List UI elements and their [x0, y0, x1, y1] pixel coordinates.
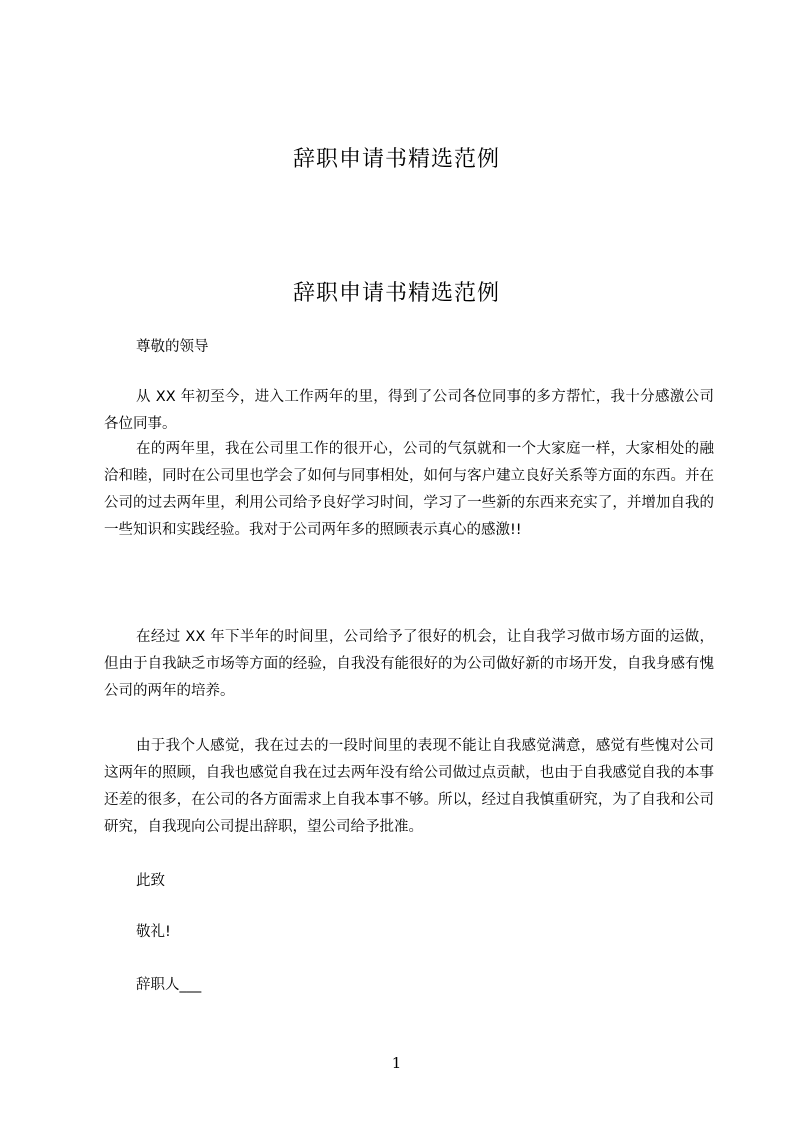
paragraph-1: 从 XX 年初至今，进入工作两年的里，得到了公司各位同事的多方帮忙，我十分感激公司各位同事。 — [104, 389, 714, 432]
document-title-main: 辞职申请书精选范例 — [292, 281, 500, 306]
document-title-top: 辞职申请书精选范例 — [292, 147, 500, 172]
closing-line-1: 此致 — [136, 873, 165, 889]
paragraph-4: 由于我个人感觉，我在过去的一段时间里的表现不能让自我感觉满意，感觉有些愧对公司这两年的照顾，自我也感觉自我在过去两年没有给公司做过点贡献，也由于自我感觉自我的本事还差的很多，在公司的各方面需求上自我本事不够。所以，经过自我慎重研究，为了自我和公司研究，自我现向公司提出辞职，望公司给予批准。 — [104, 738, 714, 835]
closing-line-2: 敬礼! — [136, 924, 171, 940]
salutation: 尊敬的领导 — [136, 339, 209, 355]
page-number: 1 — [391, 1054, 402, 1072]
paragraph-2: 在的两年里，我在公司里工作的很开心，公司的气氛就和一个大家庭一样，大家相处的融洽和睦，同时在公司里也学会了如何与同事相处，如何与客户建立良好关系等方面的东西。并在公司的过去两年里，利用公司给予良好学习时间，学习了一些新的东西来充实了，并增加自我的一些知识和实践经验。我对于公司两年多的照顾表示真心的感激!! — [104, 441, 714, 538]
signature-line: 辞职人___ — [136, 977, 202, 993]
paragraph-3: 在经过 XX 年下半年的时间里，公司给予了很好的机会，让自我学习做市场方面的运做，但由于自我缺乏市场等方面的经验，自我没有能很好的为公司做好新的市场开发，自我身感有愧公司的两年的培养。 — [104, 629, 714, 699]
